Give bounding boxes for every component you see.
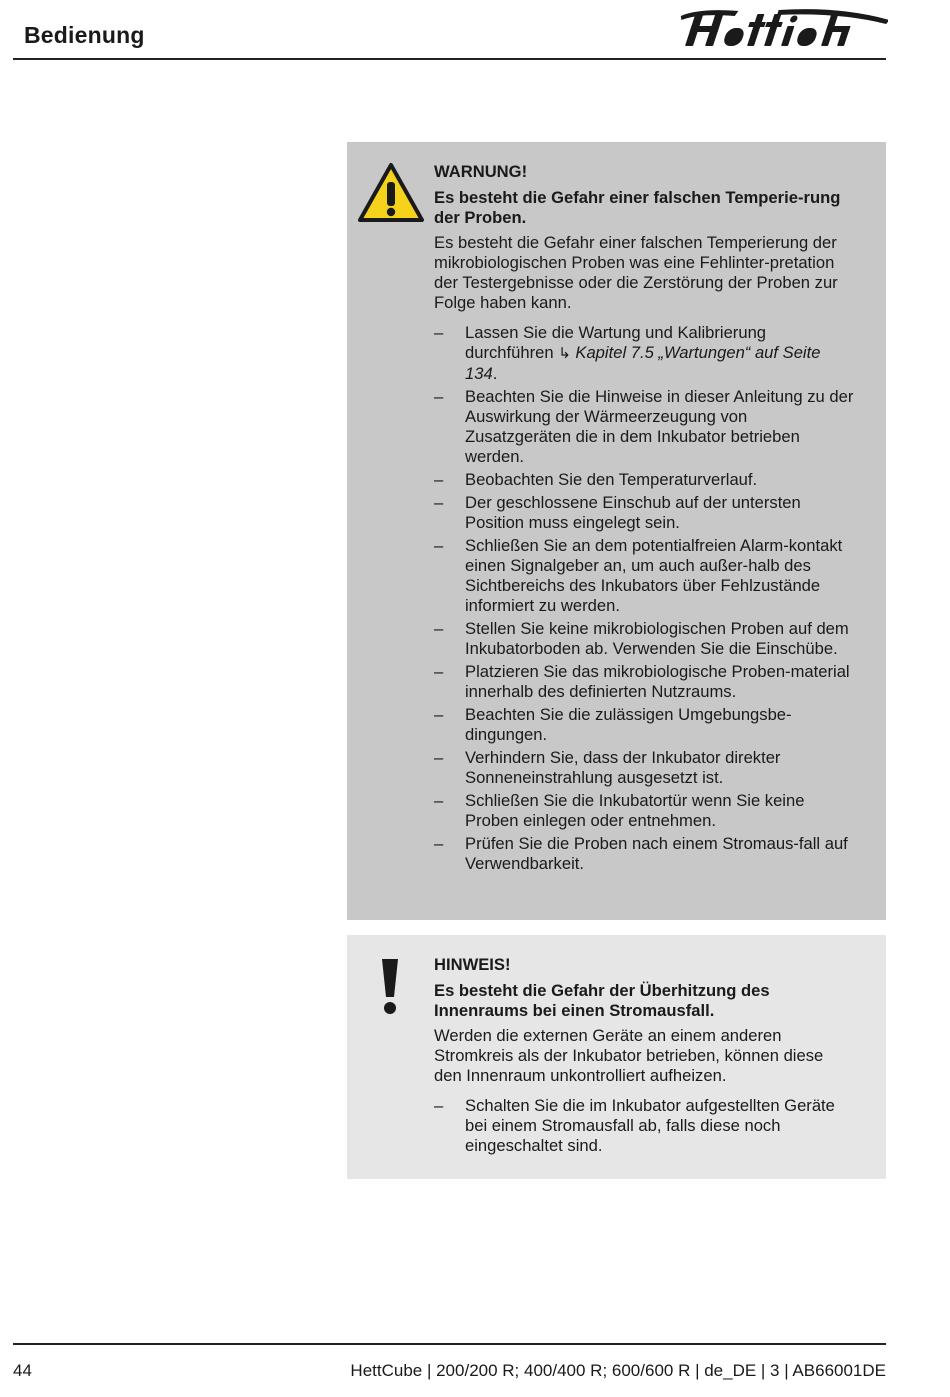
list-marker: – xyxy=(434,470,444,489)
step-text: Stellen Sie keine mikrobiologischen Proben auf dem Inkubatorboden ab. Verwenden Sie die Einschübe. xyxy=(465,619,849,658)
notice-steps xyxy=(434,1096,854,1156)
step-end: . xyxy=(492,364,498,383)
notice-headline: Es besteht die Gefahr der Überhitzung des Innenraums bei einen Stromausfall. xyxy=(434,981,770,1020)
step-text: Beachten Sie die Hinweise in dieser Anleitung zu der Auswirkung der Wärmeerzeugung von Zusatzgeräten die in dem Inkubator betrieben werden. xyxy=(465,387,854,466)
notice-label: HINWEIS! xyxy=(434,955,511,974)
warning-label: WARNUNG! xyxy=(434,162,528,181)
footer-rule xyxy=(13,1343,886,1345)
list-marker: – xyxy=(434,705,444,724)
step-text: Verhindern Sie, dass der Inkubator direkter Sonneneinstrahlung ausgesetzt ist. xyxy=(465,748,781,787)
list-marker: – xyxy=(434,748,444,767)
list-item xyxy=(434,705,854,745)
warning-text: Es besteht die Gefahr einer falschen Temperierung der mikrobiologischen Proben was eine Fehlinter-pretation der Testergebnisse oder die Zerstörung der Proben zur Folge haben kann. xyxy=(434,233,838,312)
step-text: Schalten Sie die im Inkubator aufgestellten Geräte bei einem Stromausfall ab, falls diese noch eingeschaltet sind. xyxy=(465,1096,835,1155)
warning-steps xyxy=(434,323,854,874)
page-number: 44 xyxy=(13,1361,32,1380)
section-title: Bedienung xyxy=(24,22,145,48)
exclamation-icon xyxy=(377,955,403,1017)
document-id: HettCube | 200/200 R; 400/400 R; 600/600 R | de_DE | 3 | AB66001DE xyxy=(350,1361,886,1380)
step-text: Prüfen Sie die Proben nach einem Stromaus-fall auf Verwendbarkeit. xyxy=(465,834,848,873)
step-text: Beachten Sie die zulässigen Umgebungsbe-dingungen. xyxy=(465,705,792,744)
list-item xyxy=(434,662,854,702)
notice-text: Werden die externen Geräte an einem anderen Stromkreis als der Inkubator betrieben, können diese den Innenraum unkontrolliert aufheizen. xyxy=(434,1026,824,1085)
list-item xyxy=(434,536,854,616)
notice-box xyxy=(347,935,886,1179)
list-item xyxy=(434,387,854,467)
list-item xyxy=(434,791,854,831)
cross-reference-arrow-icon: ↳ xyxy=(558,345,571,362)
step-text: Der geschlossene Einschub auf der untersten Position muss eingelegt sein. xyxy=(465,493,801,532)
list-marker: – xyxy=(434,619,444,638)
hettich-logo-icon xyxy=(680,6,888,52)
notice-content xyxy=(434,955,854,1159)
list-item xyxy=(434,834,854,874)
step-text: Schließen Sie die Inkubatortür wenn Sie keine Proben einlegen oder entnehmen. xyxy=(465,791,805,830)
list-marker: – xyxy=(434,791,444,810)
list-marker: – xyxy=(434,536,444,555)
list-item xyxy=(434,1096,854,1156)
list-item xyxy=(434,470,854,490)
step-text: Platzieren Sie das mikrobiologische Proben-material innerhalb des definierten Nutzraums. xyxy=(465,662,850,701)
warning-triangle-icon xyxy=(357,162,425,224)
warning-headline: Es besteht die Gefahr einer falschen Temperie-rung der Proben. xyxy=(434,188,841,227)
list-marker: – xyxy=(434,1096,444,1115)
step-text: Schließen Sie an dem potentialfreien Alarm-kontakt einen Signalgeber an, um auch außer-halb des Sichtbereichs des Inkubators über Fehlzustände informiert zu werden. xyxy=(465,536,843,615)
warning-content xyxy=(434,162,854,877)
list-marker: – xyxy=(434,493,444,512)
header-rule xyxy=(13,58,886,60)
step-text: Beobachten Sie den Temperaturverlauf. xyxy=(465,470,758,489)
list-marker: – xyxy=(434,834,444,853)
list-marker: – xyxy=(434,323,444,342)
warning-box xyxy=(347,142,886,920)
list-item xyxy=(434,493,854,533)
step-text: Lassen Sie die Wartung und Kalibrierung durchführen xyxy=(465,323,767,362)
list-marker: – xyxy=(434,662,444,681)
list-item xyxy=(434,748,854,788)
list-item xyxy=(434,323,854,384)
list-item xyxy=(434,619,854,659)
list-marker: – xyxy=(434,387,444,406)
cross-reference-link[interactable]: Kapitel 7.5 „Wartungen“ auf Seite 134 xyxy=(465,343,821,383)
